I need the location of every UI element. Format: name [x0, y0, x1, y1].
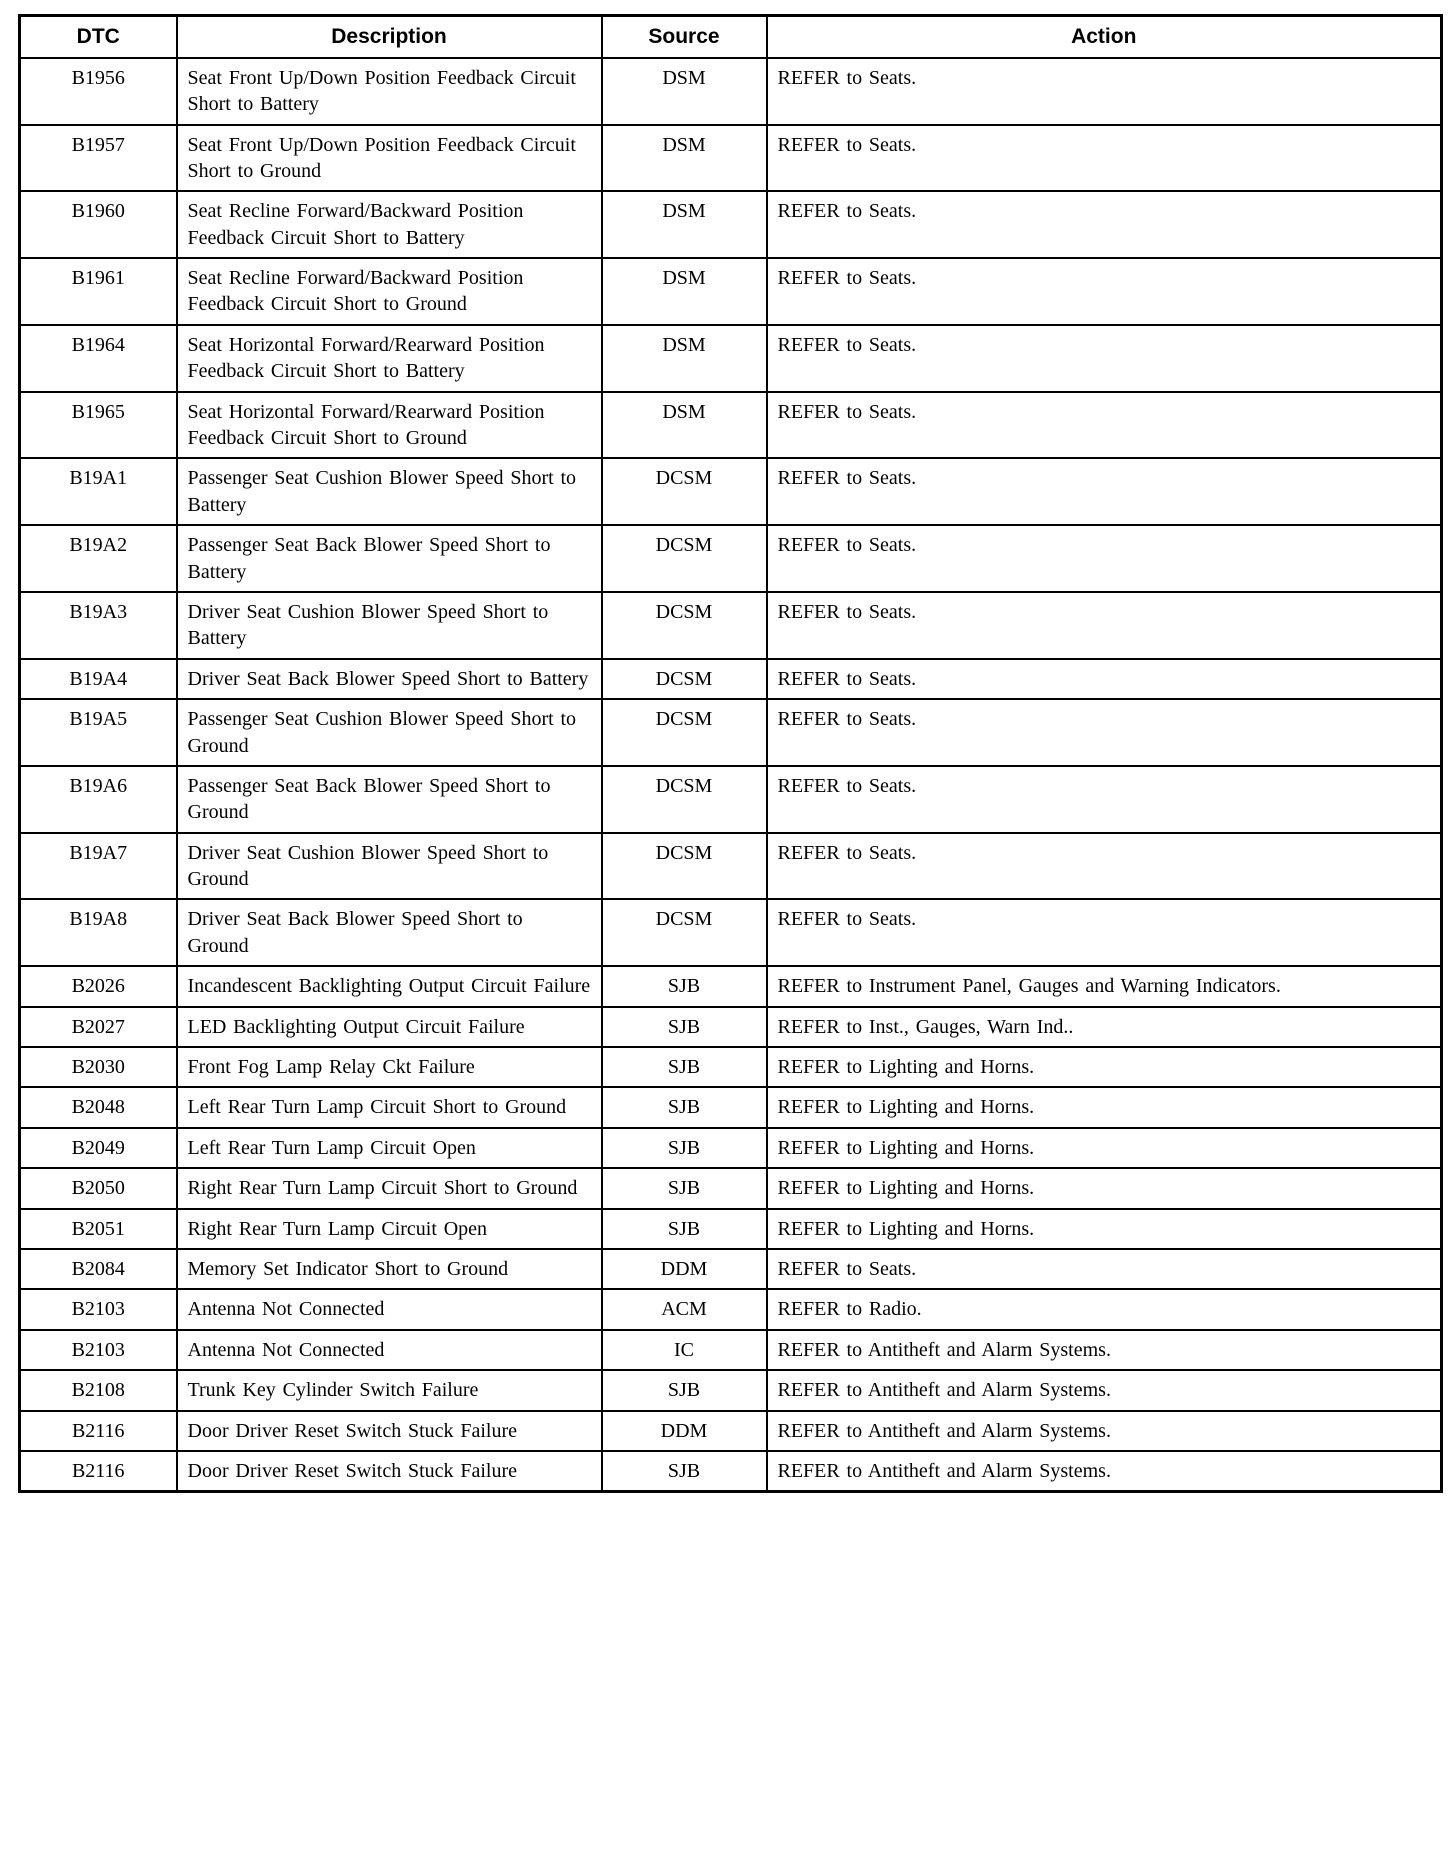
cell-action: REFER to Seats. [767, 659, 1442, 699]
cell-dtc: B19A2 [20, 525, 177, 592]
cell-action: REFER to Seats. [767, 125, 1442, 192]
cell-description: Driver Seat Cushion Blower Speed Short to Battery [177, 592, 602, 659]
cell-description: Incandescent Backlighting Output Circuit Failure [177, 966, 602, 1006]
cell-source: SJB [602, 1007, 767, 1047]
cell-source: DCSM [602, 458, 767, 525]
cell-source: SJB [602, 1087, 767, 1127]
header-description: Description [177, 16, 602, 58]
cell-action: REFER to Lighting and Horns. [767, 1209, 1442, 1249]
table-row [20, 258, 1442, 325]
cell-source: DSM [602, 58, 767, 125]
table-row [20, 966, 1442, 1006]
cell-action: REFER to Seats. [767, 58, 1442, 125]
cell-dtc: B2050 [20, 1168, 177, 1208]
cell-description: Driver Seat Back Blower Speed Short to Battery [177, 659, 602, 699]
cell-source: DSM [602, 392, 767, 459]
table-row [20, 1249, 1442, 1289]
table-row [20, 191, 1442, 258]
cell-source: DSM [602, 258, 767, 325]
cell-action: REFER to Seats. [767, 1249, 1442, 1289]
table-row [20, 699, 1442, 766]
cell-description: Right Rear Turn Lamp Circuit Short to Ground [177, 1168, 602, 1208]
cell-source: DCSM [602, 699, 767, 766]
cell-source: ACM [602, 1289, 767, 1329]
cell-dtc: B1960 [20, 191, 177, 258]
cell-description: Seat Recline Forward/Backward Position Feedback Circuit Short to Ground [177, 258, 602, 325]
cell-description: Seat Recline Forward/Backward Position Feedback Circuit Short to Battery [177, 191, 602, 258]
cell-source: DCSM [602, 899, 767, 966]
table-row [20, 1087, 1442, 1127]
table-row [20, 1047, 1442, 1087]
table-row [20, 1007, 1442, 1047]
cell-source: DSM [602, 125, 767, 192]
cell-description: Door Driver Reset Switch Stuck Failure [177, 1451, 602, 1492]
cell-dtc: B19A6 [20, 766, 177, 833]
table-row [20, 899, 1442, 966]
cell-source: DSM [602, 325, 767, 392]
header-action: Action [767, 16, 1442, 58]
cell-source: SJB [602, 1168, 767, 1208]
table-row [20, 1128, 1442, 1168]
cell-action: REFER to Seats. [767, 766, 1442, 833]
cell-description: Antenna Not Connected [177, 1330, 602, 1370]
cell-dtc: B2048 [20, 1087, 177, 1127]
cell-description: Passenger Seat Cushion Blower Speed Short to Battery [177, 458, 602, 525]
cell-description: Passenger Seat Back Blower Speed Short to Ground [177, 766, 602, 833]
cell-description: Left Rear Turn Lamp Circuit Open [177, 1128, 602, 1168]
cell-dtc: B19A4 [20, 659, 177, 699]
cell-source: DCSM [602, 525, 767, 592]
cell-description: Right Rear Turn Lamp Circuit Open [177, 1209, 602, 1249]
cell-action: REFER to Lighting and Horns. [767, 1047, 1442, 1087]
table-row [20, 1330, 1442, 1370]
cell-source: SJB [602, 1128, 767, 1168]
cell-action: REFER to Inst., Gauges, Warn Ind.. [767, 1007, 1442, 1047]
cell-dtc: B1964 [20, 325, 177, 392]
dtc-table [18, 14, 1443, 1493]
cell-dtc: B2027 [20, 1007, 177, 1047]
cell-description: Trunk Key Cylinder Switch Failure [177, 1370, 602, 1410]
cell-description: Memory Set Indicator Short to Ground [177, 1249, 602, 1289]
cell-dtc: B2108 [20, 1370, 177, 1410]
cell-action: REFER to Seats. [767, 592, 1442, 659]
cell-action: REFER to Seats. [767, 899, 1442, 966]
cell-description: Driver Seat Cushion Blower Speed Short to Ground [177, 833, 602, 900]
cell-dtc: B19A7 [20, 833, 177, 900]
cell-source: SJB [602, 1209, 767, 1249]
cell-source: IC [602, 1330, 767, 1370]
cell-source: DCSM [602, 766, 767, 833]
cell-dtc: B2103 [20, 1289, 177, 1329]
cell-source: DDM [602, 1411, 767, 1451]
cell-description: LED Backlighting Output Circuit Failure [177, 1007, 602, 1047]
cell-dtc: B1965 [20, 392, 177, 459]
table-body [20, 58, 1442, 1492]
cell-source: SJB [602, 1370, 767, 1410]
table-row [20, 766, 1442, 833]
cell-action: REFER to Antitheft and Alarm Systems. [767, 1370, 1442, 1410]
cell-description: Driver Seat Back Blower Speed Short to Ground [177, 899, 602, 966]
cell-description: Seat Front Up/Down Position Feedback Circuit Short to Ground [177, 125, 602, 192]
cell-description: Left Rear Turn Lamp Circuit Short to Ground [177, 1087, 602, 1127]
cell-action: REFER to Antitheft and Alarm Systems. [767, 1451, 1442, 1492]
cell-description: Front Fog Lamp Relay Ckt Failure [177, 1047, 602, 1087]
cell-dtc: B1956 [20, 58, 177, 125]
cell-dtc: B2051 [20, 1209, 177, 1249]
cell-dtc: B19A1 [20, 458, 177, 525]
cell-source: SJB [602, 966, 767, 1006]
table-row [20, 1289, 1442, 1329]
cell-source: DCSM [602, 592, 767, 659]
cell-action: REFER to Seats. [767, 525, 1442, 592]
table-row [20, 1370, 1442, 1410]
table-row [20, 58, 1442, 125]
cell-description: Door Driver Reset Switch Stuck Failure [177, 1411, 602, 1451]
cell-source: SJB [602, 1047, 767, 1087]
cell-description: Antenna Not Connected [177, 1289, 602, 1329]
cell-source: DCSM [602, 833, 767, 900]
cell-source: SJB [602, 1451, 767, 1492]
header-dtc: DTC [20, 16, 177, 58]
cell-action: REFER to Lighting and Horns. [767, 1168, 1442, 1208]
table-row [20, 659, 1442, 699]
cell-action: REFER to Lighting and Horns. [767, 1087, 1442, 1127]
cell-dtc: B2116 [20, 1411, 177, 1451]
table-row [20, 325, 1442, 392]
cell-action: REFER to Seats. [767, 325, 1442, 392]
cell-description: Seat Horizontal Forward/Rearward Position Feedback Circuit Short to Battery [177, 325, 602, 392]
cell-source: DCSM [602, 659, 767, 699]
cell-dtc: B2049 [20, 1128, 177, 1168]
table-row [20, 1451, 1442, 1492]
cell-action: REFER to Seats. [767, 258, 1442, 325]
table-row [20, 125, 1442, 192]
cell-action: REFER to Seats. [767, 458, 1442, 525]
cell-action: REFER to Lighting and Horns. [767, 1128, 1442, 1168]
cell-dtc: B1961 [20, 258, 177, 325]
header-row [20, 16, 1442, 58]
cell-action: REFER to Seats. [767, 392, 1442, 459]
cell-dtc: B19A3 [20, 592, 177, 659]
cell-dtc: B1957 [20, 125, 177, 192]
table-row [20, 525, 1442, 592]
cell-dtc: B2026 [20, 966, 177, 1006]
cell-description: Seat Horizontal Forward/Rearward Position Feedback Circuit Short to Ground [177, 392, 602, 459]
cell-dtc: B19A8 [20, 899, 177, 966]
cell-dtc: B2084 [20, 1249, 177, 1289]
table-row [20, 1411, 1442, 1451]
cell-description: Passenger Seat Cushion Blower Speed Short to Ground [177, 699, 602, 766]
cell-action: REFER to Antitheft and Alarm Systems. [767, 1411, 1442, 1451]
cell-action: REFER to Instrument Panel, Gauges and Warning Indicators. [767, 966, 1442, 1006]
table-row [20, 458, 1442, 525]
cell-action: REFER to Seats. [767, 699, 1442, 766]
table-row [20, 1168, 1442, 1208]
cell-action: REFER to Seats. [767, 191, 1442, 258]
cell-action: REFER to Radio. [767, 1289, 1442, 1329]
cell-dtc: B2103 [20, 1330, 177, 1370]
cell-action: REFER to Seats. [767, 833, 1442, 900]
cell-dtc: B2116 [20, 1451, 177, 1492]
cell-action: REFER to Antitheft and Alarm Systems. [767, 1330, 1442, 1370]
table-row [20, 592, 1442, 659]
table-row [20, 392, 1442, 459]
table-row [20, 1209, 1442, 1249]
cell-description: Passenger Seat Back Blower Speed Short to Battery [177, 525, 602, 592]
cell-source: DDM [602, 1249, 767, 1289]
table-row [20, 833, 1442, 900]
cell-description: Seat Front Up/Down Position Feedback Circuit Short to Battery [177, 58, 602, 125]
cell-dtc: B19A5 [20, 699, 177, 766]
header-source: Source [602, 16, 767, 58]
cell-dtc: B2030 [20, 1047, 177, 1087]
cell-source: DSM [602, 191, 767, 258]
